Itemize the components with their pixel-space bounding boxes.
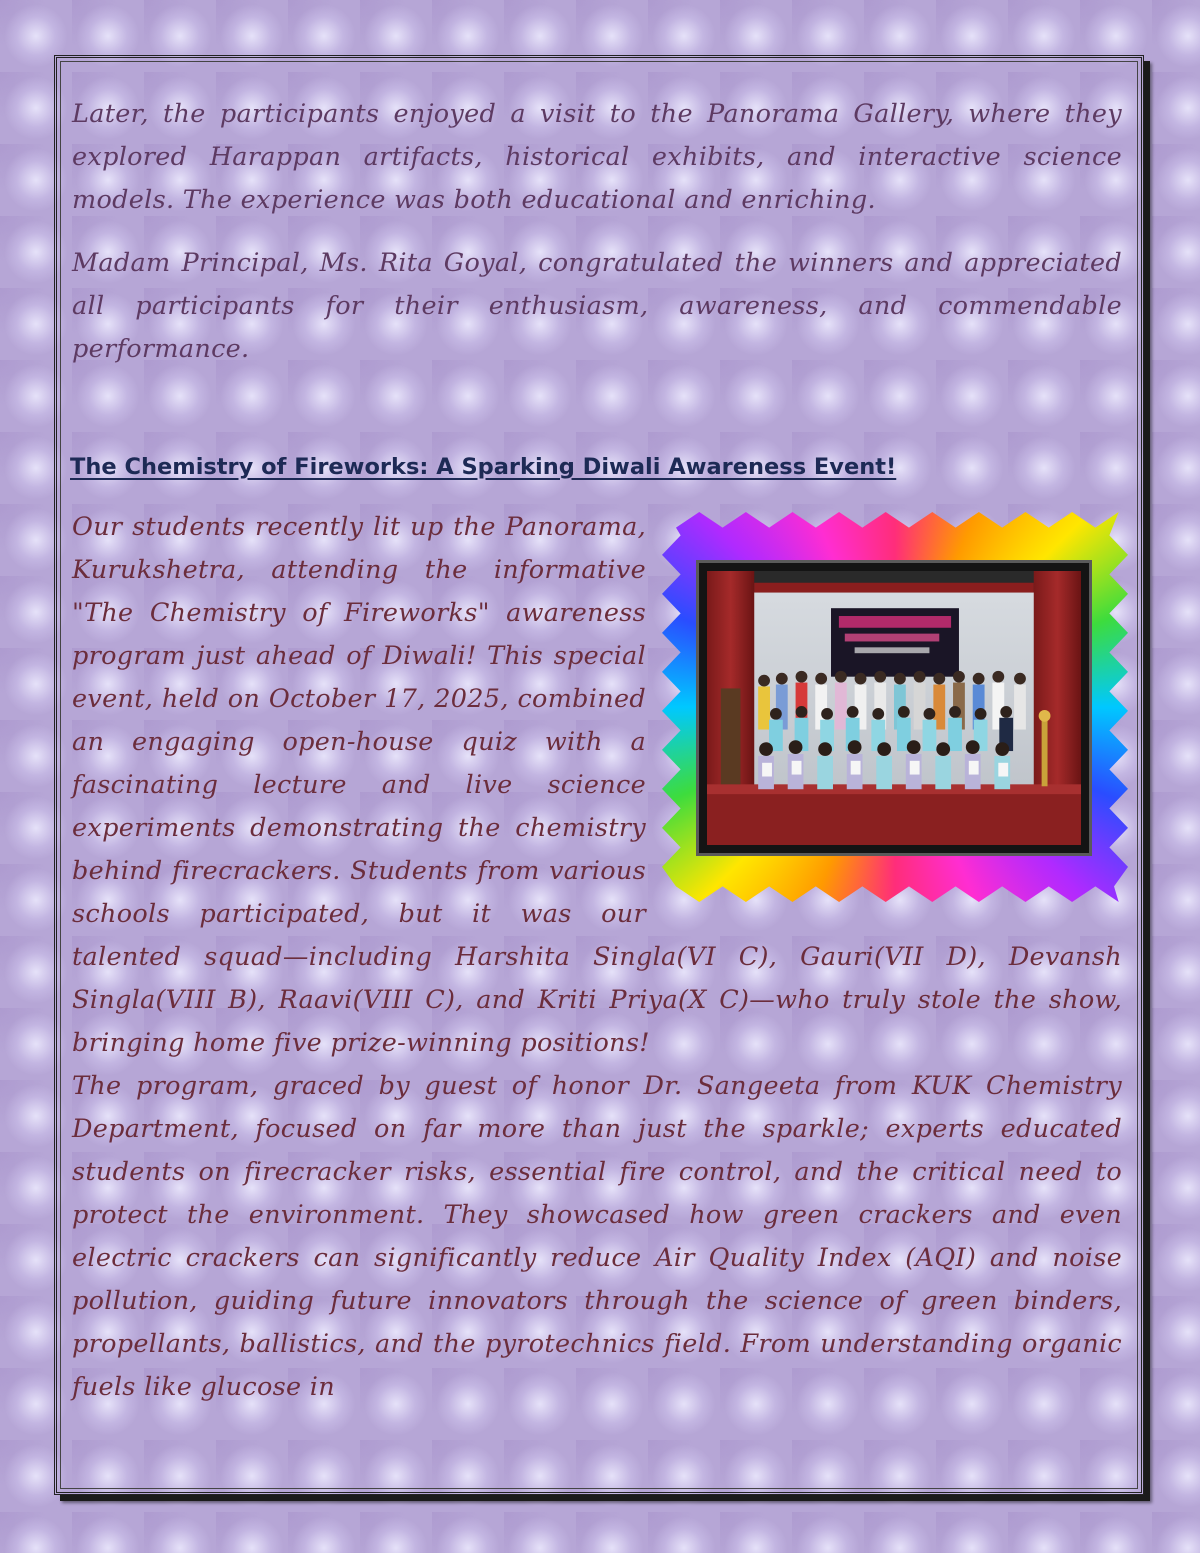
article-paragraph-program: The program, graced by guest of honor Dr. Sangeeta from KUK Chemistry Department, focused on far more than just the sparkle; experts educated students on firecracker risks, essential fire control, and the critical need to protect the environment. They showcased how green crackers and even electric crackers can significantly reduce Air Quality Index (AQI) and noise pollution, guiding future innovators through the science of green binders, propellants, ballistics, and the pyrotechnics field. From understanding organic fuels like glucose in [72, 1071, 1122, 1402]
group-photo [707, 571, 1081, 845]
article-paragraph-intro: Our students recently lit up the Panorama, Kurukshetra, attending the informative "The Chemistry of Fireworks" awareness program just ahead of Diwali! This special event, held on October 17, 2025, combined an engaging open-house quiz with a fascinating lecture and live science experiments demonstrating the chemistry behind firecrackers. Students from various schools participated, but it was our talented squad—including Harshita Singla(VI C), Gauri(VII D), Devansh Singla(VIII B), Raavi(VIII C), and Kriti Priya(X C)—who truly stole the show, bringing home five prize-winning positions! [72, 512, 1122, 1058]
decorative-photo-frame [662, 512, 1128, 902]
article-heading: The Chemistry of Fireworks: A Sparking Diwali Awareness Event! [70, 454, 897, 480]
paragraph-panorama-gallery: Later, the participants enjoyed a visit to the Panorama Gallery, where they explored Harappan artifacts, historical exhibits, and interactive science models. The experience was both educational and enriching. [72, 99, 1122, 215]
article-body [72, 506, 1122, 1409]
paragraph-principal-congratulations: Madam Principal, Ms. Rita Goyal, congratulated the winners and appreciated all participants for their enthusiasm, awareness, and commendable performance. [72, 248, 1122, 364]
photo-inner-border [696, 560, 1092, 856]
